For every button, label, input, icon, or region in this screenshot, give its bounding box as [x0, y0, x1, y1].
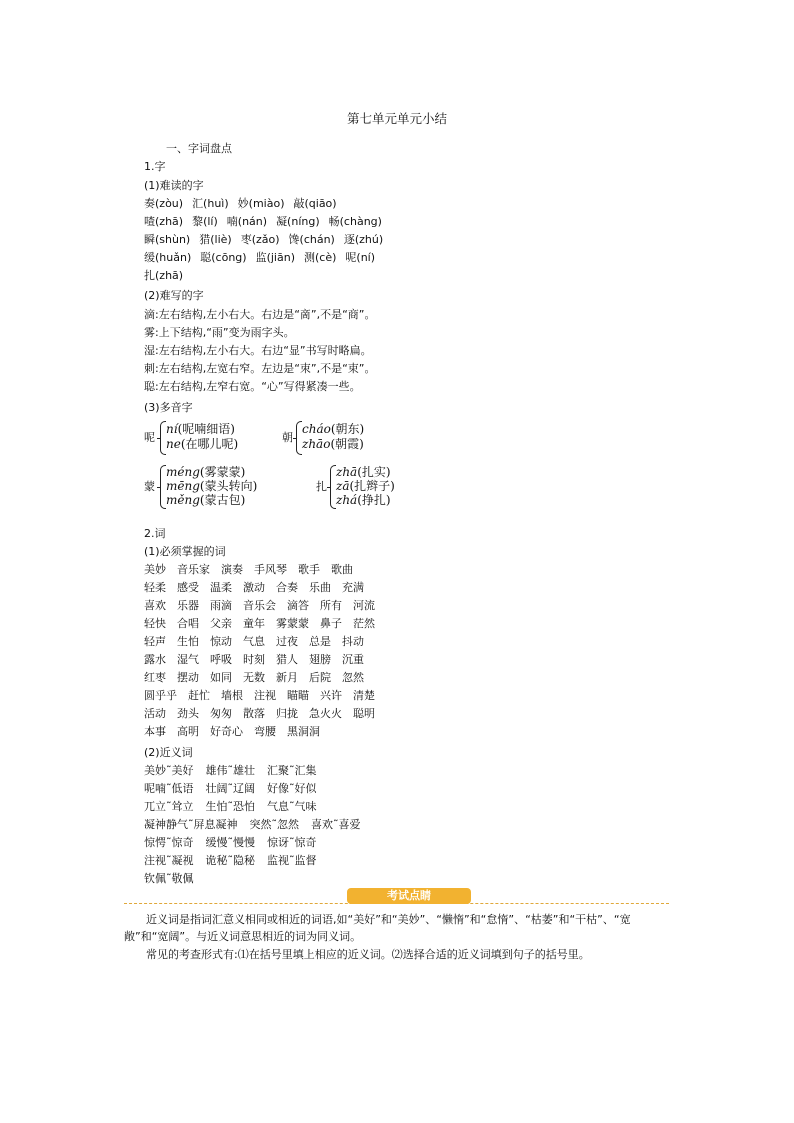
- word-item: 温柔: [210, 581, 232, 594]
- word-item: 诡秘˜隐秘: [205, 854, 255, 867]
- sub-heading-words: 2.词: [144, 527, 166, 540]
- word-item: 猎人: [276, 653, 298, 666]
- hard-write-row: 刺:左右结构,左宽右窄。左边是“朿”,不是“束”。: [144, 362, 376, 375]
- reading: zhá(挣扎): [336, 493, 391, 507]
- word-item: 凝(níng): [276, 215, 320, 228]
- reading: zhāo(朝霞): [302, 437, 364, 451]
- word-item: 新月: [276, 671, 298, 684]
- word-item: 乐曲: [309, 581, 331, 594]
- hard-read-label: (1)难读的字: [144, 179, 204, 192]
- word-item: 后院: [309, 671, 331, 684]
- hard-read-row: [144, 233, 392, 247]
- must-know-row: [144, 563, 364, 577]
- word-item: 壮阔˜辽阔: [205, 782, 255, 795]
- word-item: 清楚: [353, 689, 375, 702]
- word-item: 枣(zǎo): [240, 233, 280, 246]
- word-item: 喃(nán): [226, 215, 268, 228]
- must-know-row: [144, 725, 331, 739]
- word-item: 童年: [243, 617, 265, 630]
- word-item: 汇(huì): [192, 197, 229, 210]
- polyphone-char: 扎: [316, 480, 327, 493]
- reading: měng(蒙古包): [166, 493, 246, 507]
- word-item: 好奇心: [210, 725, 243, 738]
- word-item: 测(cè): [304, 251, 337, 264]
- word-item: 河流: [353, 599, 375, 612]
- word-item: 乐器: [177, 599, 199, 612]
- word-item: 过夜: [276, 635, 298, 648]
- exam-tip-banner: 考试点睛: [347, 888, 471, 904]
- word-item: 监视˜监督: [267, 854, 317, 867]
- reading: cháo(朝东): [302, 422, 365, 436]
- must-know-row: [144, 689, 386, 703]
- synonym-row: [144, 872, 206, 886]
- word-item: 呼吸: [210, 653, 232, 666]
- word-item: 音乐家: [177, 563, 210, 576]
- word-item: 扎(zhā): [144, 269, 184, 282]
- hard-write-row: 聪:左右结构,左窄右宽。“心”写得紧凑一些。: [144, 380, 361, 393]
- word-item: 湿气: [177, 653, 199, 666]
- word-item: 黑洞洞: [287, 725, 320, 738]
- word-item: 父亲: [210, 617, 232, 630]
- word-item: 馋(chán): [288, 233, 335, 246]
- word-item: 匆匆: [210, 707, 232, 720]
- word-item: 无数: [243, 671, 265, 684]
- word-item: 奏(zòu): [144, 197, 184, 210]
- word-item: 急火火: [309, 707, 342, 720]
- reading: zhā(扎实): [336, 465, 391, 479]
- reading: zā(扎辫子): [336, 479, 395, 493]
- word-item: 雨滴: [210, 599, 232, 612]
- word-item: 弯腰: [254, 725, 276, 738]
- word-item: 敲(qiāo): [293, 197, 337, 210]
- must-know-row: [144, 599, 386, 613]
- word-item: 如同: [210, 671, 232, 684]
- word-item: 红枣: [144, 671, 166, 684]
- word-item: 滴答: [287, 599, 309, 612]
- word-item: 激动: [243, 581, 265, 594]
- synonym-row: [144, 800, 329, 814]
- word-item: 猎(liè): [199, 233, 232, 246]
- word-item: 逐(zhú): [343, 233, 384, 246]
- word-item: 美妙: [144, 563, 166, 576]
- word-item: 突然˜忽然: [249, 818, 299, 831]
- word-item: 雄伟˜雄壮: [205, 764, 255, 777]
- word-item: 沉重: [342, 653, 364, 666]
- word-item: 瞄瞄: [287, 689, 309, 702]
- synonym-row: [144, 818, 373, 832]
- word-item: 聪明: [353, 707, 375, 720]
- word-item: 所有: [320, 599, 342, 612]
- word-item: 畅(chàng): [328, 215, 382, 228]
- word-item: 气息: [243, 635, 265, 648]
- word-item: 劲头: [177, 707, 199, 720]
- must-know-row: [144, 581, 375, 595]
- word-item: 气息˜气味: [267, 800, 317, 813]
- word-item: 生怕: [177, 635, 199, 648]
- word-item: 惊讶˜惊奇: [267, 836, 317, 849]
- word-item: 兀立˜耸立: [144, 800, 194, 813]
- word-item: 好像˜好似: [267, 782, 317, 795]
- sub-heading-characters: 1.字: [144, 160, 166, 173]
- word-item: 鼻子: [320, 617, 342, 630]
- reading: mēng(蒙头转向): [166, 479, 258, 493]
- word-item: 茫然: [353, 617, 375, 630]
- word-item: 妙(miào): [237, 197, 285, 210]
- polyphone-char: 蒙: [144, 480, 155, 493]
- word-item: 美妙˜美好: [144, 764, 194, 777]
- word-item: 摆动: [177, 671, 199, 684]
- word-item: 感受: [177, 581, 199, 594]
- word-item: 散落: [243, 707, 265, 720]
- must-know-row: [144, 671, 375, 685]
- word-item: 注视˜凝视: [144, 854, 194, 867]
- word-item: 墙根: [221, 689, 243, 702]
- must-know-row: [144, 707, 386, 721]
- word-item: 本事: [144, 725, 166, 738]
- must-know-label: (1)必须掌握的词: [144, 545, 226, 558]
- word-item: 黎(lí): [192, 215, 218, 228]
- exam-tip-forms: 常见的考查形式有:⑴在括号里填上相应的近义词。⑵选择合适的近义词填到句子的括号里。: [146, 948, 590, 961]
- word-item: 活动: [144, 707, 166, 720]
- hard-write-row: 雾:上下结构,“雨”变为雨字头。: [144, 326, 295, 339]
- word-item: 充满: [342, 581, 364, 594]
- synonym-label: (2)近义词: [144, 746, 193, 759]
- word-item: 演奏: [221, 563, 243, 576]
- word-item: 歌手: [298, 563, 320, 576]
- polyphone-meng: [144, 464, 304, 510]
- word-item: 总是: [309, 635, 331, 648]
- hard-read-row: [144, 215, 391, 229]
- word-item: 瞬(shùn): [144, 233, 191, 246]
- word-item: 音乐会: [243, 599, 276, 612]
- word-item: 圆乎乎: [144, 689, 177, 702]
- polyphone-chao: [282, 420, 422, 456]
- synonym-row: [144, 854, 329, 868]
- reading: ní(呢喃细语): [166, 422, 235, 436]
- word-item: 轻柔: [144, 581, 166, 594]
- word-item: 惊动: [210, 635, 232, 648]
- hard-read-row: [144, 197, 346, 211]
- hard-write-label: (2)难写的字: [144, 289, 204, 302]
- word-item: 轻声: [144, 635, 166, 648]
- word-item: 合奏: [276, 581, 298, 594]
- must-know-row: [144, 653, 375, 667]
- hard-write-row: 滴:左右结构,左小右大。右边是“啇”,不是“商”。: [144, 308, 376, 321]
- word-item: 呢(ní): [345, 251, 376, 264]
- polyphone-char: 朝: [282, 431, 293, 444]
- word-item: 钦佩˜敬佩: [144, 872, 194, 885]
- word-item: 注视: [254, 689, 276, 702]
- hard-write-row: 湿:左右结构,左小右大。右边“显”书写时略扁。: [144, 344, 372, 357]
- reading: ne(在哪儿呢): [166, 437, 239, 451]
- word-item: 高明: [177, 725, 199, 738]
- page-title: 第七单元单元小结: [346, 111, 447, 126]
- exam-tip-paragraph: 近义词是指词汇意义相同或相近的词语,如“美好”和“美妙”、“懒惰”和“怠惰”、“枯萎”和“干枯”、“宽敞”和“宽阔”。与近义词意思相近的词为同义词。: [124, 913, 631, 943]
- word-item: 赶忙: [188, 689, 210, 702]
- section-heading: 一、字词盘点: [166, 142, 232, 155]
- word-item: 归拢: [276, 707, 298, 720]
- word-item: 缓慢˜慢慢: [205, 836, 255, 849]
- word-item: 监(jiān): [255, 251, 295, 264]
- word-item: 合唱: [177, 617, 199, 630]
- word-item: 凝神静气˜屏息凝神: [144, 818, 238, 831]
- synonym-row: [144, 764, 329, 778]
- word-item: 歌曲: [331, 563, 353, 576]
- word-item: 喳(zhā): [144, 215, 184, 228]
- word-item: 喜欢˜喜爱: [311, 818, 361, 831]
- polyphone-char: 呢: [144, 431, 155, 444]
- word-item: 惊愕˜惊奇: [144, 836, 194, 849]
- word-item: 时刻: [243, 653, 265, 666]
- word-item: 缓(huǎn): [144, 251, 192, 264]
- word-item: 翅膀: [309, 653, 331, 666]
- synonym-row: [144, 782, 329, 796]
- word-item: 呢喃˜低语: [144, 782, 194, 795]
- word-item: 雾蒙蒙: [276, 617, 309, 630]
- polyphone-ne: [144, 420, 284, 456]
- hard-read-row: [144, 269, 192, 283]
- polyphone-zha: [316, 464, 456, 510]
- word-item: 抖动: [342, 635, 364, 648]
- word-item: 手风琴: [254, 563, 287, 576]
- word-item: 兴许: [320, 689, 342, 702]
- polyphone-label: (3)多音字: [144, 401, 193, 414]
- must-know-row: [144, 635, 375, 649]
- synonym-row: [144, 836, 329, 850]
- word-item: 聪(cōng): [200, 251, 247, 264]
- word-item: 生怕˜恐怕: [205, 800, 255, 813]
- word-item: 汇聚˜汇集: [267, 764, 317, 777]
- word-item: 喜欢: [144, 599, 166, 612]
- word-item: 轻快: [144, 617, 166, 630]
- hard-read-row: [144, 251, 384, 265]
- must-know-row: [144, 617, 386, 631]
- word-item: 忽然: [342, 671, 364, 684]
- word-item: 露水: [144, 653, 166, 666]
- reading: méng(雾蒙蒙): [166, 465, 246, 479]
